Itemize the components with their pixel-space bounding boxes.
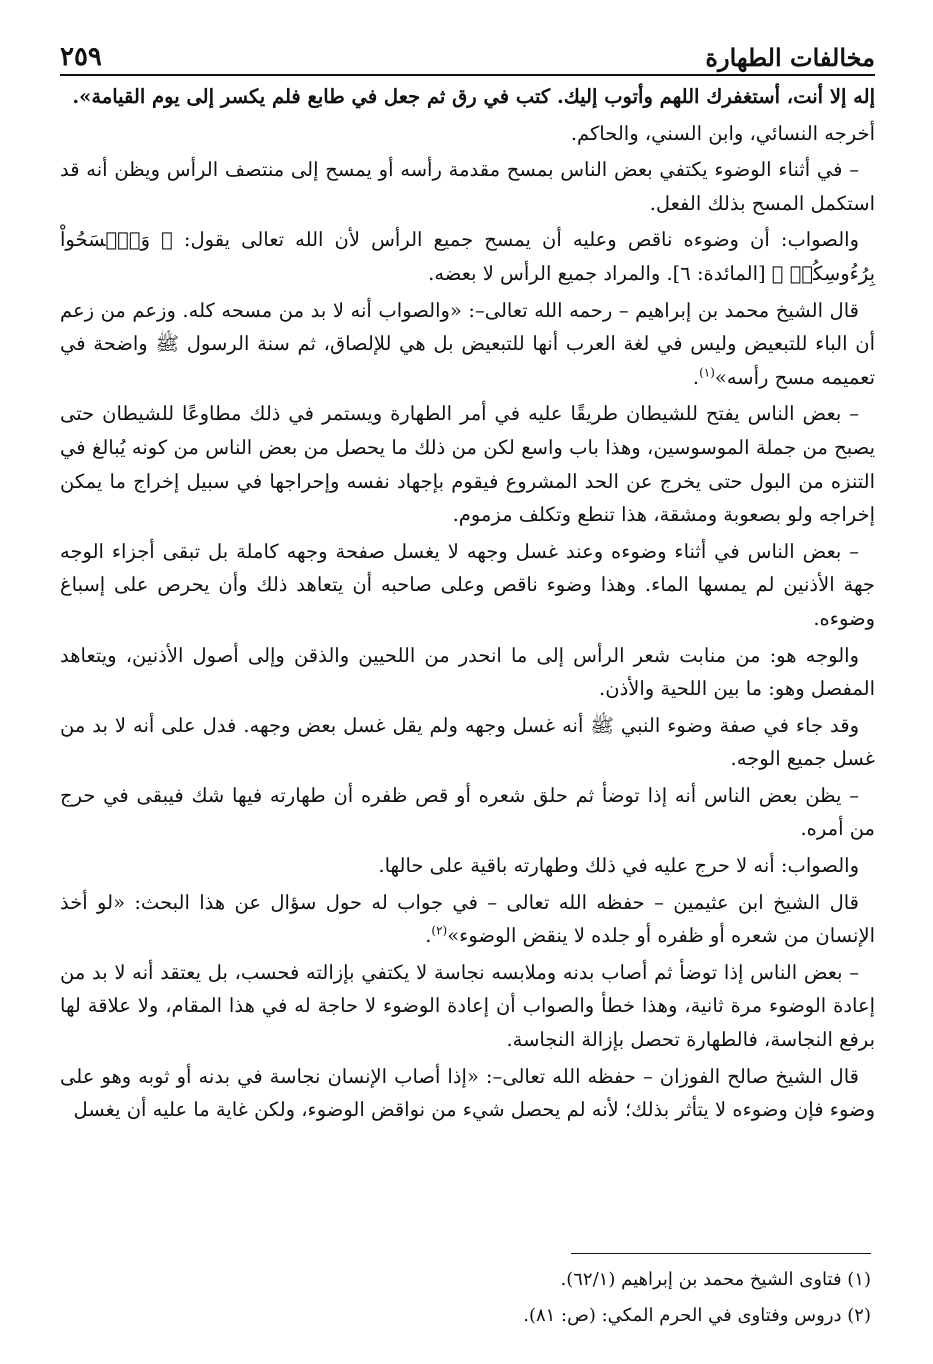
footnote-2: (٢) دروس وفتاوى في الحرم المكي: (ص: ٨١). — [523, 1305, 871, 1326]
paragraph-8: والوجه هو: من منابت شعر الرأس إلى ما انحدر من اللحيين والذقن وإلى أصول الأذنين، ويتعاهد المفصل وهو: ما بين اللحية والأذن. — [60, 643, 875, 701]
paragraph-3: – في أثناء الوضوء يكتفي بعض الناس بمسح مقدمة رأسه أو يمسح إلى منتصف الرأس ويظن أنه قد استكمل المسح بذلك الفعل. — [60, 158, 875, 215]
paragraph-7: – بعض الناس في أثناء وضوءه وعند غسل وجهه لا يغسل صفحة وجهه كاملة بل تبقى أجزاء الوجه جهة الأذنين لم يمسها الماء. وهذا وضوء ناقص وعلى صاحبه أن يتعاهد ذلك وأن يحرص على إسباغ وضوءه. — [60, 539, 875, 630]
footnote-separator — [571, 1253, 871, 1254]
footnote-ref-2: (٢) — [431, 923, 448, 938]
paragraph-4: والصواب: أن وضوءه ناقص وعليه أن يمسح جميع الرأس لأن الله تعالى يقول: ﴿ وَٱمۡسَحُواْ بِرُءُوسِكُمۡ ﴾ [المائدة: ٦]. والمراد جميع الرأس لا بعضه. — [60, 228, 875, 285]
paragraph-6: – بعض الناس يفتح للشيطان طريقًا عليه في أمر الطهارة ويستمر في ذلك مطاوعًا للشيطان حتى يصبح من جملة الموسوسين، وهذا باب واسع لكن من ذلك ما يحصل من بعض الناس من كونه يُبالغ في التنزه من البول حتى يخرج عن الحد المشروع فيقوم بإجهاد نفسه وإحراجها في سبيل إخراج ما يمكن إخراجه ولو بصعوبة ومشقة، هذا تنطع وتكلف مزموم. — [60, 402, 875, 527]
paragraph-2: أخرجه النسائي، وابن السني، والحاكم. — [570, 121, 875, 145]
paragraph-12-text: قال الشيخ ابن عثيمين – حفظه الله تعالى – في جواب له حول سؤال عن هذا البحث: «لو أخذ الإنسان من شعره أو ظفره أو جلده لا ينقض الوضوء» — [60, 890, 875, 948]
paragraph-14: قال الشيخ صالح الفوزان – حفظه الله تعالى–: «إذا أصاب الإنسان نجاسة في بدنه أو ثوبه وهو على وضوء فإن وضوءه لا يتأثر بذلك؛ لأنه لم يحصل شيء من نواقض الوضوء، ولكن غاية ما عليه أن يغسل — [60, 1064, 875, 1122]
paragraph-12: قال الشيخ ابن عثيمين – حفظه الله تعالى – في جواب له حول سؤال عن هذا البحث: «لو أخذ الإنسان من شعره أو ظفره أو جلده لا ينقض الوضوء»$^{(٢)}$. — [60, 890, 875, 948]
running-title: مخالفات الطهارة — [705, 43, 875, 72]
paragraph-9: وقد جاء في صفة وضوء النبي ﷺ أنه غسل وجهه ولم يقل غسل بعض وجهه. فدل على أنه لا بد من غسل جميع الوجه. — [60, 713, 875, 771]
paragraph-5: قال الشيخ محمد بن إبراهيم – رحمه الله تعالى–: «والصواب أنه لا بد من مسحه كله. وزعم من زعم أن الباء للتبعيض وليس في لغة العرب أنها للتبعيض بل هي للإلصاق، ثم سنة الرسول ﷺ واضحة في تعميمه مسح رأسه»$^{(١)}$. — [60, 298, 875, 389]
page-number: ٢٥٩ — [60, 42, 102, 72]
header-rule — [60, 74, 875, 76]
paragraph-13: – بعض الناس إذا توضأ ثم أصاب بدنه وملابسه نجاسة لا يكتفي بإزالته فحسب، بل يعتقد أنه لا بد من إعادة الوضوء مرة ثانية، وهذا خطأ والصواب أن إعادة الوضوء لا حاجة له في هذا المقام، ولا علاقة لها برفع النجاسة، فالطهارة تحصل بإزالة النجاسة. — [60, 960, 875, 1052]
paragraph-5-text: قال الشيخ محمد بن إبراهيم – رحمه الله تعالى–: «والصواب أنه لا بد من مسحه كله. وزعم من زعم أن الباء للتبعيض وليس في لغة العرب أنها للتبعيض بل هي للإلصاق، ثم سنة الرسول ﷺ واضحة في تعميمه مسح رأسه» — [60, 298, 875, 389]
paragraph-10: – يظن بعض الناس أنه إذا توضأ ثم حلق شعره أو قص ظفره أن طهارته فيها شك فيبقى في حرج من أمره. — [60, 783, 875, 841]
paragraph-1: إله إلا أنت، أستغفرك اللهم وأتوب إليك. كتب في رق ثم جعل في طابع فلم يكسر إلى يوم القيامة». — [72, 85, 875, 108]
footnotes — [60, 1262, 871, 1334]
body-text — [60, 80, 875, 1130]
footnote-1: (١) فتاوى الشيخ محمد بن إبراهيم (٦٢/١). — [560, 1269, 871, 1290]
footnote-ref-1: (١) — [699, 365, 715, 380]
paragraph-11: والصواب: أنه لا حرج عليه في ذلك وطهارته باقية على حالها. — [378, 854, 859, 878]
page-header — [60, 28, 875, 72]
